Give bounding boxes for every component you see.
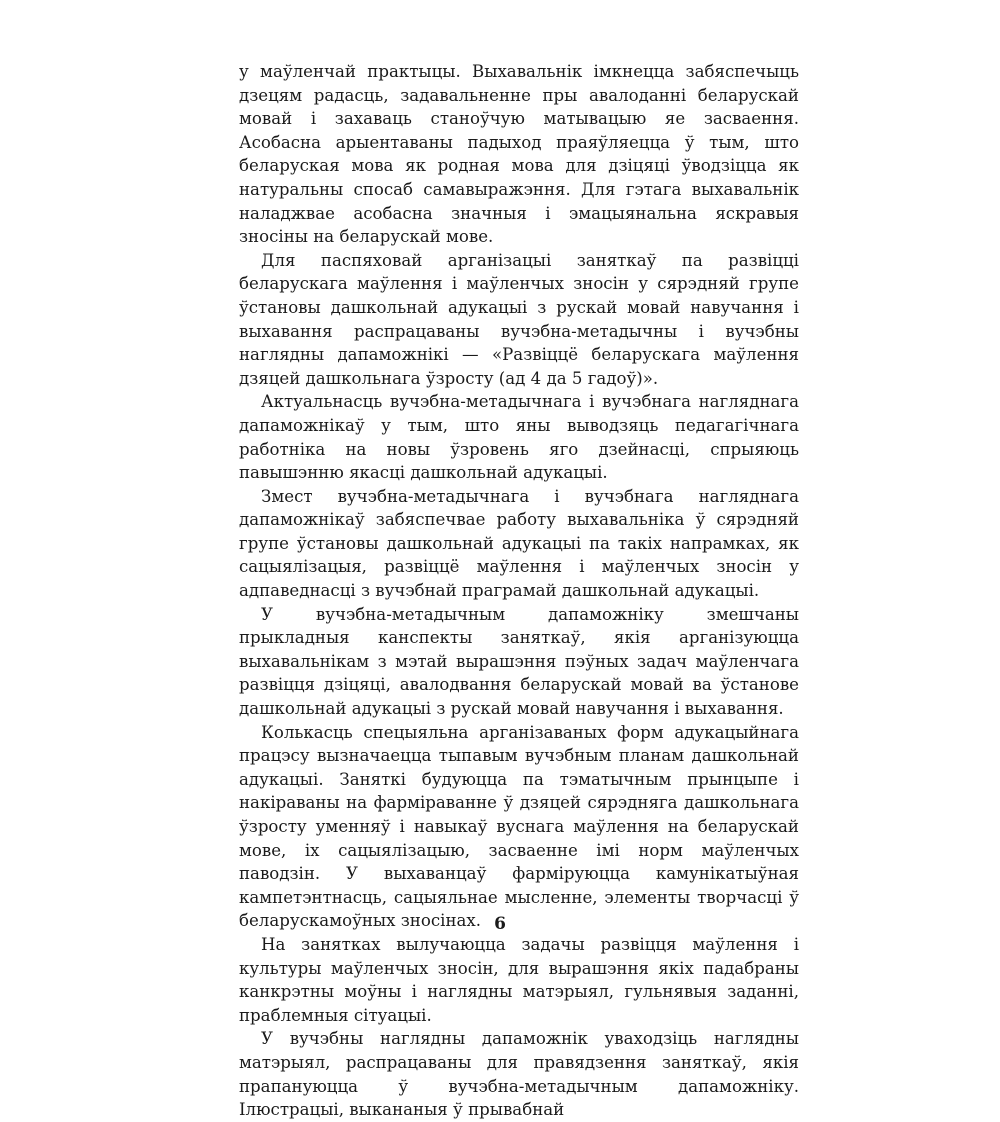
paragraph-6: Колькасць спецыяльна арганізаваных форм адукацыйнага працэсу вызначаецца тыпавым вучэбным планам дашкольнай адукацыі. Заняткі будуюцца па тэматычным прынцыпе і накіраваны на фарміраванне ў дзяцей сярэдняга дашкольнага ўзросту уменняў і навыкаў вуснага маўлення на беларускай мове, іх сацыялізацыю, засваенне імі норм маўленчых паводзін. У выхаванцаў фарміруюцца камунікатыўная кампетэнтнасць, сацыяльнае мысленне, элементы творчасці ў беларускамоўных зносінах. xyxy=(239,722,799,931)
paragraph-1: у маўленчай практыцы. Выхавальнік імкнецца забяспечыць дзецям радасць, задавальненне пры авалоданні беларускай мовай і захаваць станоўчую матывацыю яе засваення. Асобасна арыентаваны падыход праяўляецца ў тым, што беларуская мова як родная мова для дзіцяці ўводзіцца як натуральны спосаб самавыражэння. Для гэтага выхавальнік наладжвае асобасна значныя і эмацыянальна яскравыя зносіны на беларускай мове. xyxy=(239,62,799,247)
paragraph-4: Змест вучэбна-метадычнага і вучэбнага нагляднага дапаможнікаў забяспечвае работу выхавальніка ў сярэдняй групе ўстановы дашкольнай адукацыі па такіх напрамках, як сацыялізацыя, развіццё маўлення і маўленчых зносін у адпаведнасці з вучэбнай праграмай дашкольнай адукацыі. xyxy=(239,486,799,601)
page-body xyxy=(239,60,799,1122)
paragraph-2: Для паспяховай арганізацыі заняткаў па развіцці беларускага маўлення і маўленчых зносін у сярэдняй групе ўстановы дашкольнай адукацыі з рускай мовай навучання і выхавання распрацаваны вучэбна-метадычны і вучэбны наглядны дапаможнікі — «Развіццё беларускага маўлення дзяцей дашкольнага ўзросту (ад 4 да 5 гадоў)». xyxy=(239,250,799,388)
paragraph-3: Актуальнасць вучэбна-метадычнага і вучэбнага нагляднага дапаможнікаў у тым, што яны выводзяць педагагічнага работніка на новы ўзровень яго дзейнасці, спрыяюць павышэнню якасці дашкольнай адукацыі. xyxy=(239,392,799,483)
paragraph-8: У вучэбны наглядны дапаможнік уваходзіць наглядны матэрыял, распрацаваны для правядзення заняткаў, якія прапануюцца ў вучэбна-метадычным дапаможніку. Ілюстрацыі, выкананыя ў прывабнай xyxy=(239,1029,799,1120)
page-number: 6 xyxy=(494,914,506,934)
paragraph-7: На занятках вылучаюцца задачы развіцця маўлення і культуры маўленчых зносін, для вырашэння якіх падабраны канкрэтны моўны і наглядны матэрыял, гульнявыя заданні, праблемныя сітуацыі. xyxy=(239,934,799,1025)
paragraph-5: У вучэбна-метадычным дапаможніку змешчаны прыкладныя канспекты заняткаў, якія арганізуюцца выхавальнікам з мэтай вырашэння пэўных задач маўленчага развіцця дзіцяці, авалодвання беларускай мовай ва ўстанове дашкольнай адукацыі з рускай мовай навучання і выхавання. xyxy=(239,604,799,719)
